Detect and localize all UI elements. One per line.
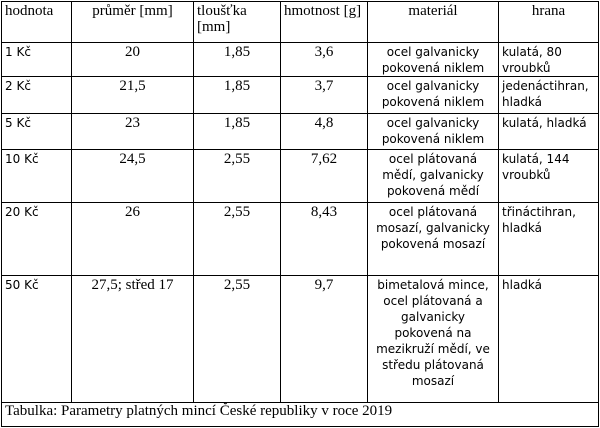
cell-material: bimetalová mince, ocel plátovaná a galvanicky pokovená na mezikruží mědí, ve středu plátovaná mosazí <box>368 276 499 403</box>
table-row <box>2 43 599 77</box>
cell-material: ocel plátovaná mědí, galvanicky pokovená mědí <box>368 150 499 203</box>
cell-prumer: 26 <box>72 203 194 276</box>
cell-tloustka: 1,85 <box>194 43 281 77</box>
header-hmotnost: hmotnost [g] <box>281 2 368 43</box>
cell-prumer: 20 <box>72 43 194 77</box>
table-caption: Tabulka: Parametry platných mincí České republiky v roce 2019 <box>2 403 599 427</box>
table-row <box>2 150 599 203</box>
cell-hmotnost: 4,8 <box>281 114 368 150</box>
cell-hodnota: 5 Kč <box>2 114 72 150</box>
table-row <box>2 114 599 150</box>
cell-hrana: jedenáctihran, hladká <box>499 77 599 114</box>
cell-material: ocel galvanicky pokovená niklem <box>368 114 499 150</box>
header-material: materiál <box>368 2 499 43</box>
cell-hodnota: 10 Kč <box>2 150 72 203</box>
cell-hrana: kulatá, hladká <box>499 114 599 150</box>
cell-prumer: 23 <box>72 114 194 150</box>
cell-hrana: kulatá, 80 vroubků <box>499 43 599 77</box>
cell-material: ocel galvanicky pokovená niklem <box>368 43 499 77</box>
header-hodnota: hodnota <box>2 2 72 43</box>
cell-tloustka: 2,55 <box>194 150 281 203</box>
cell-tloustka: 1,85 <box>194 114 281 150</box>
header-tloustka: tloušťka [mm] <box>194 2 281 43</box>
cell-hmotnost: 7,62 <box>281 150 368 203</box>
cell-hmotnost: 3,6 <box>281 43 368 77</box>
cell-hrana: hladká <box>499 276 599 403</box>
header-hrana: hrana <box>499 2 599 43</box>
cell-hodnota: 20 Kč <box>2 203 72 276</box>
cell-hmotnost: 8,43 <box>281 203 368 276</box>
cell-hrana: třináctihran, hladká <box>499 203 599 276</box>
cell-tloustka: 2,55 <box>194 276 281 403</box>
cell-prumer: 27,5; střed 17 <box>72 276 194 403</box>
cell-hodnota: 50 Kč <box>2 276 72 403</box>
cell-tloustka: 1,85 <box>194 77 281 114</box>
table-row <box>2 276 599 403</box>
table-header-row <box>2 2 599 43</box>
table-row <box>2 77 599 114</box>
header-prumer: průměr [mm] <box>72 2 194 43</box>
cell-hmotnost: 9,7 <box>281 276 368 403</box>
cell-hodnota: 1 Kč <box>2 43 72 77</box>
cell-prumer: 24,5 <box>72 150 194 203</box>
coin-parameters-table <box>1 1 599 427</box>
cell-material: ocel plátovaná mosazí, galvanicky pokovená mosazí <box>368 203 499 276</box>
table-row <box>2 203 599 276</box>
cell-hodnota: 2 Kč <box>2 77 72 114</box>
cell-material: ocel galvanicky pokovená niklem <box>368 77 499 114</box>
table-caption-row <box>2 403 599 427</box>
cell-prumer: 21,5 <box>72 77 194 114</box>
cell-hmotnost: 3,7 <box>281 77 368 114</box>
cell-hrana: kulatá, 144 vroubků <box>499 150 599 203</box>
cell-tloustka: 2,55 <box>194 203 281 276</box>
